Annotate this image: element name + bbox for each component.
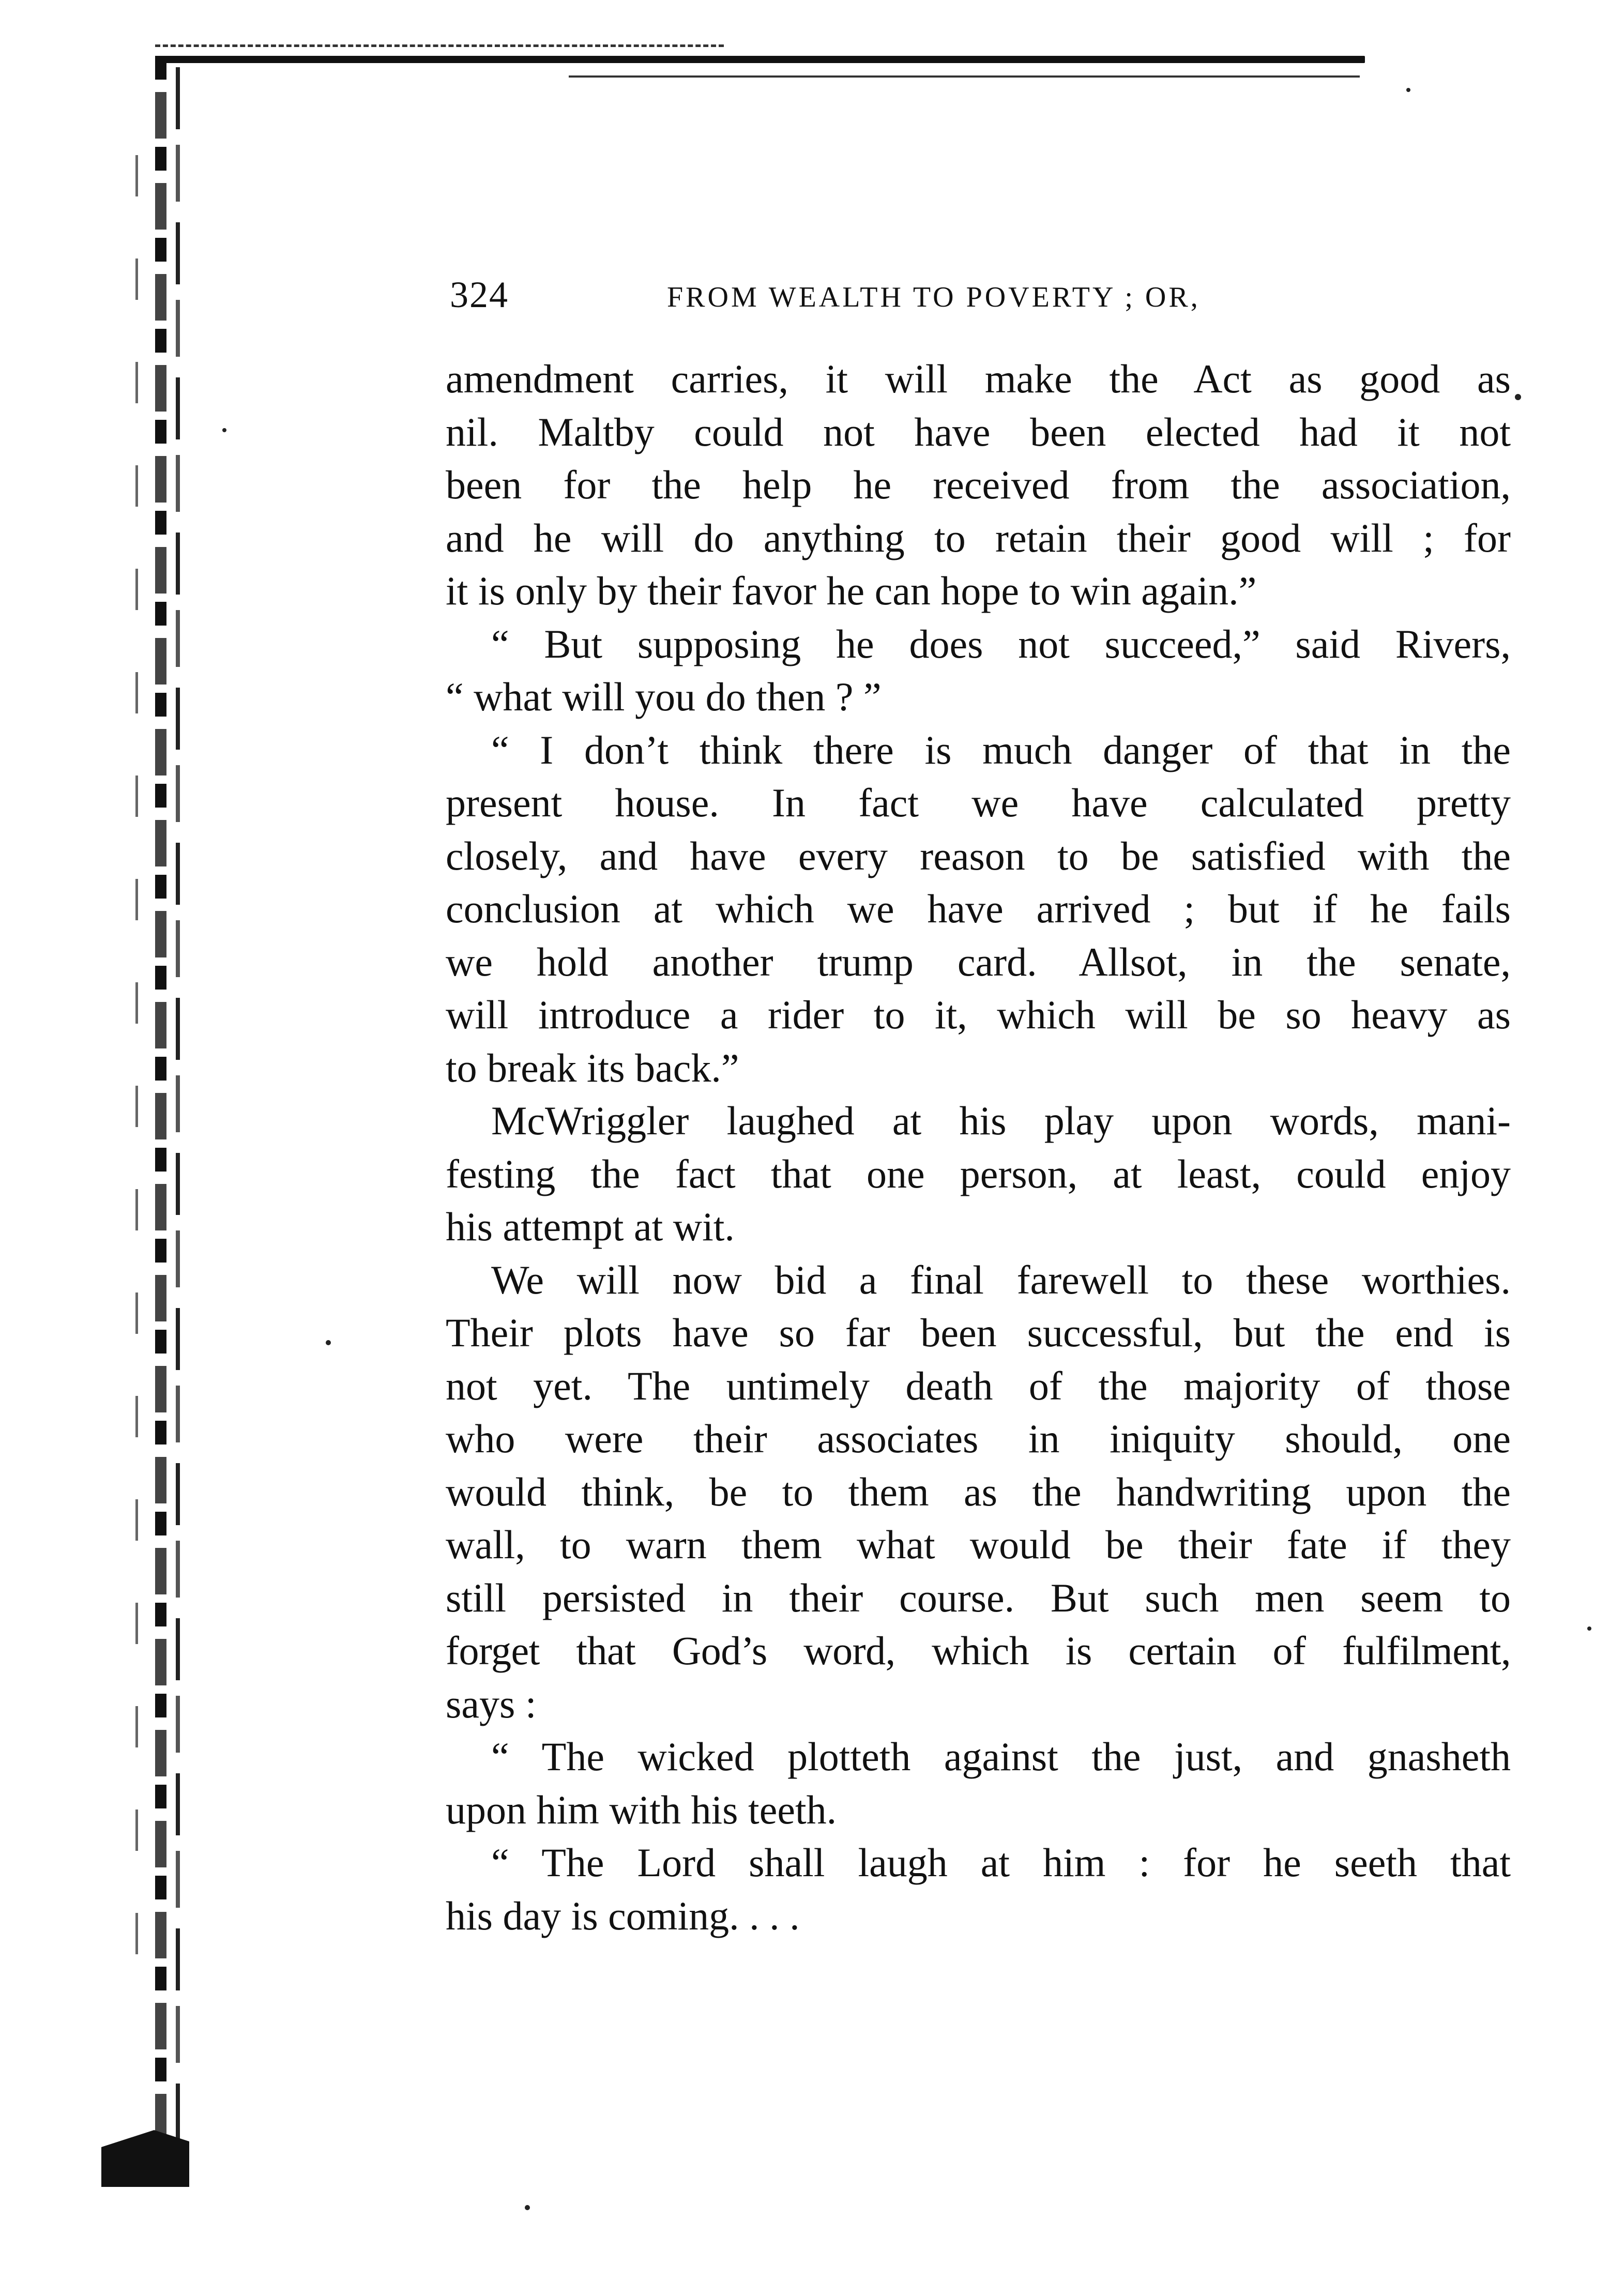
text-line: his attempt at wit. [446, 1204, 735, 1249]
text-line: McWriggler laughed at his play upon words, mani- [491, 1098, 1511, 1143]
text-line: will introduce a rider to it, which will be so heavy as [446, 992, 1511, 1037]
scan-speck [525, 2205, 530, 2210]
scan-border-left-inner [176, 67, 180, 2187]
text-line: festing the fact that one person, at least, could enjoy [446, 1151, 1511, 1196]
text-line: says : [446, 1681, 537, 1726]
text-line: it is only by their favor he can hope to win again.” [446, 568, 1257, 613]
text-line: and he will do anything to retain their good will ; for [446, 515, 1511, 560]
scan-speck [222, 428, 226, 432]
scan-border-dashed [155, 44, 724, 50]
text-line: forget that God’s word, which is certain of fulfilment, [446, 1628, 1511, 1673]
text-line: amendment carries, it will make the Act as good as [446, 356, 1511, 401]
text-line: to break its back.” [446, 1045, 739, 1090]
scan-border-top [155, 56, 1365, 63]
text-line: “ what will you do then ? ” [446, 674, 882, 719]
text-line: Their plots have so far been successful, but the end is [446, 1310, 1511, 1355]
scan-speck [1515, 394, 1521, 400]
quote-line: “ The wicked plotteth against the just, and gnasheth [491, 1734, 1511, 1779]
running-head: FROM WEALTH TO POVERTY ; OR, [667, 281, 1201, 313]
body-text [446, 353, 1511, 1942]
scan-corner-blot [101, 2130, 189, 2187]
text-line: “ But supposing he does not succeed,” said Rivers, [491, 621, 1511, 666]
page-number: 324 [450, 274, 509, 315]
text-line: closely, and have every reason to be satisfied with the [446, 833, 1511, 878]
text-line: nil. Maltby could not have been elected had it not [446, 409, 1511, 454]
text-line: wall, to warn them what would be their fate if they [446, 1522, 1511, 1567]
text-line: “ I don’t think there is much danger of that in the [491, 727, 1511, 772]
quote-line: his day is coming. . . . [446, 1893, 800, 1938]
text-line: not yet. The untimely death of the majority of those [446, 1363, 1511, 1408]
text-line: present house. In fact we have calculated pretty [446, 780, 1511, 825]
text-line: we hold another trump card. Allsot, in the senate, [446, 939, 1511, 984]
quote-line: upon him with his teeth. [446, 1787, 837, 1832]
scan-speck [326, 1340, 331, 1345]
scan-border-left-outer [135, 155, 138, 2016]
quote-line: “ The Lord shall laugh at him : for he seeth that [491, 1840, 1511, 1885]
text-line: who were their associates in iniquity should, one [446, 1416, 1511, 1461]
scan-border-top-thin [569, 75, 1360, 78]
scan-speck [1406, 88, 1410, 92]
text-line: been for the help he received from the association, [446, 462, 1511, 507]
page-header [450, 266, 1287, 323]
text-line: still persisted in their course. But such men seem to [446, 1575, 1511, 1620]
text-line: conclusion at which we have arrived ; but if he fails [446, 886, 1511, 931]
scan-border-left [155, 56, 166, 2186]
text-line: We will now bid a final farewell to these worthies. [491, 1257, 1511, 1302]
scan-speck [1587, 1626, 1591, 1631]
text-line: would think, be to them as the handwriting upon the [446, 1469, 1511, 1514]
